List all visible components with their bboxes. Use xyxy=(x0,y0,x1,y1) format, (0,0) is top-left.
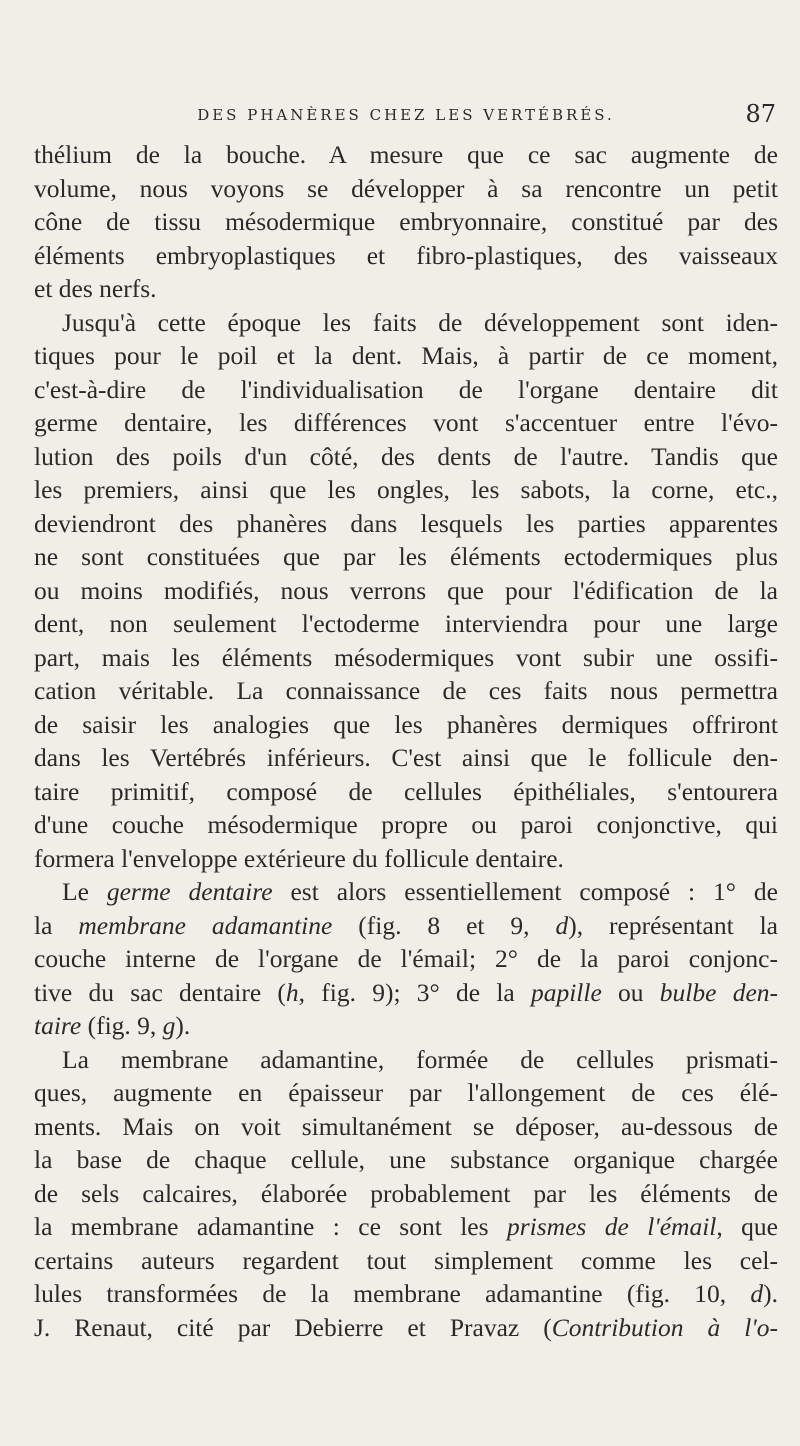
text-line: Jusqu'à cette époque les faits de développement sont iden- xyxy=(62,307,778,337)
text-line xyxy=(34,909,778,943)
text-line: dent, non seulement l'ectoderme interviendra pour une large xyxy=(34,609,778,638)
text-line: cône de tissu mésodermique embryonnaire, constitué par des xyxy=(34,207,778,236)
text-line: ne sont constituées que par les éléments ectodermiques plus xyxy=(34,542,778,571)
italic-text: bulbe den- xyxy=(659,977,779,1007)
text-line: germe dentaire, les différences vont s'accentuer entre l'évo- xyxy=(34,408,778,437)
italic-text: membrane adamantine xyxy=(78,910,333,940)
text-segment: lules transformées de la membrane adamantine (fig. 10, xyxy=(34,1279,751,1308)
text-line: part, mais les éléments mésodermiques vont subir une ossifi- xyxy=(34,642,778,672)
text-segment: ), représentant la xyxy=(568,910,778,940)
text-line xyxy=(34,1210,778,1244)
text-line: éléments embryoplastiques et fibro-plastiques, des vaisseaux xyxy=(34,240,778,270)
body-text xyxy=(34,138,778,1344)
text-line: dans les Vertébrés inférieurs. C'est ainsi que le follicule den- xyxy=(34,743,778,772)
text-line: les premiers, ainsi que les ongles, les sabots, la corne, etc., xyxy=(34,475,778,504)
text-segment: la membrane adamantine : ce sont les xyxy=(34,1212,507,1241)
text-segment: (fig. 8 et 9, xyxy=(332,910,556,940)
italic-text: papille xyxy=(530,977,602,1007)
text-line xyxy=(34,1311,778,1345)
text-line: thélium de la bouche. A mesure que ce sac augmente de xyxy=(34,140,778,169)
text-line: lution des poils d'un côté, des dents de l'autre. Tandis que xyxy=(34,441,778,471)
text-segment: tive du sac dentaire ( xyxy=(34,977,286,1007)
text-segment: ). xyxy=(175,1011,191,1040)
text-line: de sels calcaires, élaborée probablement par les éléments de xyxy=(34,1178,778,1208)
text-line: cation véritable. La connaissance de ces faits nous permettra xyxy=(34,676,778,705)
italic-text: taire xyxy=(34,1011,82,1040)
text-segment: J. Renaut, cité par Debierre et Pravaz ( xyxy=(34,1312,552,1342)
running-head xyxy=(34,100,778,130)
italic-text: d xyxy=(555,910,569,940)
text-line: c'est-à-dire de l'individualisation de l'organe dentaire dit xyxy=(34,374,778,404)
text-line: La membrane adamantine, formée de cellules prismati- xyxy=(62,1044,778,1074)
italic-text: germe dentaire xyxy=(106,877,273,906)
text-line xyxy=(34,1009,778,1043)
text-line: ou moins modifiés, nous verrons que pour l'édification de la xyxy=(34,575,778,605)
text-line: volume, nous voyons se développer à sa rencontre un petit xyxy=(34,173,778,203)
text-line: taire primitif, composé de cellules épithéliales, s'entourera xyxy=(34,776,778,806)
text-line xyxy=(34,976,778,1010)
text-line: deviendront des phanères dans lesquels les parties apparentes xyxy=(34,508,778,538)
text-segment: est alors essentiellement composé : 1° de xyxy=(272,877,778,906)
italic-text: h xyxy=(285,977,299,1007)
text-segment: la xyxy=(34,910,79,940)
text-line xyxy=(34,875,778,909)
italic-text: g xyxy=(162,1011,176,1040)
text-line: ques, augmente en épaisseur par l'allongement de ces élé- xyxy=(34,1078,778,1107)
italic-text: Contribution à l'o- xyxy=(551,1312,778,1342)
text-line: la base de chaque cellule, une substance organique chargée xyxy=(34,1145,778,1174)
text-segment: (fig. 9, xyxy=(81,1011,163,1040)
text-segment: , fig. 9); 3° de la xyxy=(298,977,531,1007)
text-line: de saisir les analogies que les phanères dermiques offriront xyxy=(34,709,778,739)
text-line: d'une couche mésodermique propre ou paroi conjonctive, qui xyxy=(34,810,778,839)
text-line: ments. Mais on voit simultanément se déposer, au-dessous de xyxy=(34,1111,778,1141)
text-line: couche interne de l'organe de l'émail; 2° de la paroi conjonc- xyxy=(34,944,778,973)
text-line xyxy=(34,1277,778,1311)
text-segment: ). xyxy=(763,1279,778,1308)
text-segment: , que xyxy=(716,1212,778,1241)
page-number: 87 xyxy=(745,100,776,128)
text-line: tiques pour le poil et la dent. Mais, à partir de ce moment, xyxy=(34,341,778,370)
text-segment: ou xyxy=(601,977,660,1007)
text-segment: Le xyxy=(62,877,107,906)
italic-text: d xyxy=(750,1279,764,1308)
text-line: et des nerfs. xyxy=(34,274,157,303)
text-line: formera l'enveloppe extérieure du follicule dentaire. xyxy=(34,843,564,873)
italic-text: prismes de l'émail xyxy=(506,1212,717,1241)
text-line: certains auteurs regardent tout simplement comme les cel- xyxy=(34,1245,778,1275)
running-head-title: DES PHANÈRES CHEZ LES VERTÉBRÉS. xyxy=(197,106,615,124)
